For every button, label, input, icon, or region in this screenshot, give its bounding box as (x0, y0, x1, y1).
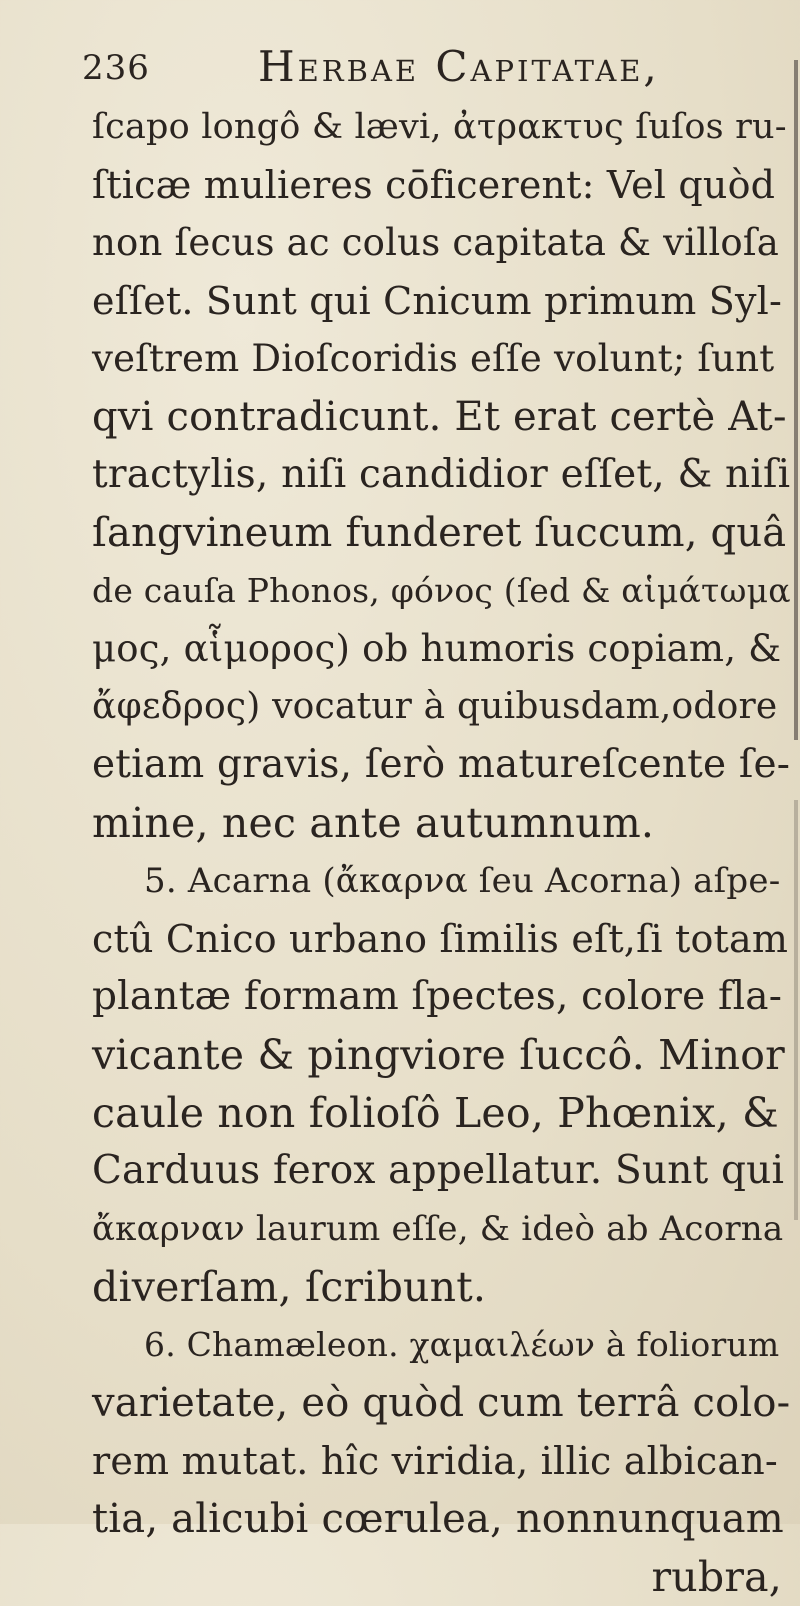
page-number: 236 (82, 48, 150, 88)
text-line: ἄφεδρος) vocatur à quibusdam,odore (92, 686, 778, 727)
section-5-start: 5. Acarna (ἄκαρνα ſeu Acorna) aſpe- (144, 861, 781, 901)
text-line: ctû Cnico urbano ſimilis eſt,ſi totam (92, 917, 789, 961)
text-line: plantæ formam ſpectes, colore fla- (92, 974, 783, 1019)
catchword: rubra, (651, 1553, 782, 1601)
running-head: Herbae Capitatae, (258, 42, 660, 91)
text-line: μος, αἷμορος) ob humoris copiam, & (92, 627, 782, 670)
text-line: Carduus ferox appellatur. Sunt qui (92, 1148, 785, 1193)
text-line: ſcapo longô & lævi, ἀτρακτυς ſuſos ru- (92, 107, 787, 147)
text-line: ſticæ mulieres cōficerent: Vel quòd (92, 163, 776, 207)
text-line: de cauſa Phonos, φόνος (ſed & αἱμάτωμα (92, 571, 791, 610)
text-line: mine, nec ante autumnum. (92, 799, 655, 847)
text-line: ἄκαρναν laurum eſſe, & ideò ab Acorna (92, 1209, 784, 1249)
text-line: tractylis, niſi candidior eſſet, & niſi (92, 452, 791, 497)
text-line: varietate, eò quòd cum terrâ colo- (92, 1380, 791, 1426)
text-line: eſſet. Sunt qui Cnicum primum Syl- (92, 279, 783, 323)
page-header (82, 38, 722, 94)
text-line: ſangvineum funderet ſuccum, quâ (92, 510, 787, 556)
text-line: veſtrem Dioſcoridis eſſe volunt; ſunt (92, 337, 775, 380)
text-line: qvi contradicunt. Et erat certè At- (92, 394, 787, 440)
body-text (92, 98, 792, 1606)
text-line: etiam gravis, ſerò matureſcente ſe- (92, 742, 791, 787)
text-line: caule non folioſô Leo, Phœnix, & (92, 1089, 779, 1137)
text-line: vicante & pingviore ſuccô. Minor (92, 1031, 785, 1079)
page-edge-shadow-lower (794, 800, 798, 1220)
text-line: diverſam, ſcribunt. (92, 1263, 487, 1311)
text-line: rem mutat. hîc viridia, illic albican- (92, 1439, 778, 1483)
page-edge-shadow (794, 60, 798, 740)
text-line: non ſecus ac colus capitata & villoſa (92, 221, 779, 264)
text-line: tia, alicubi cœrulea, nonnunquam (92, 1496, 784, 1542)
section-6-start: 6. Chamæleon. χαμαιλέων à foliorum (144, 1325, 780, 1364)
